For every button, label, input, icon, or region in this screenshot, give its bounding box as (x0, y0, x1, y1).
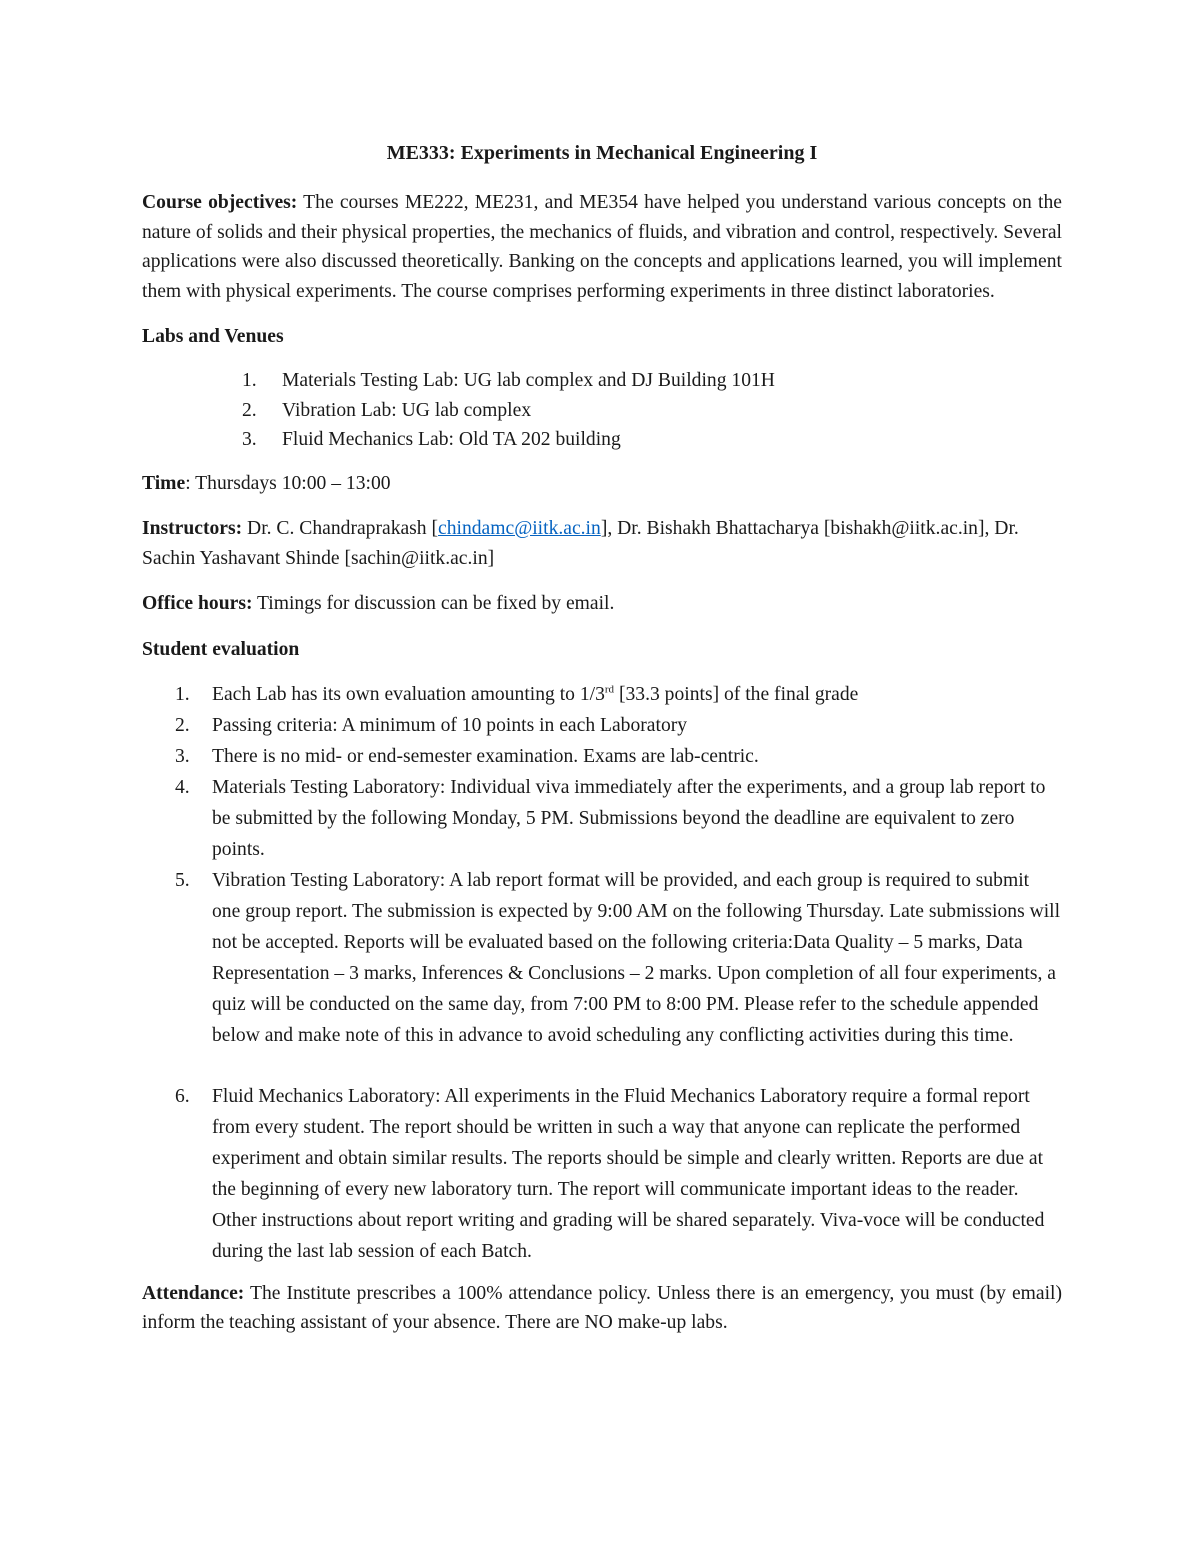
list-item-text: Each Lab has its own evaluation amounting to 1/3 (212, 683, 605, 705)
instructors-text-pre: Dr. C. Chandraprakash [ (242, 518, 439, 539)
list-number: 6. (175, 1085, 190, 1107)
list-item-text: Vibration Lab: UG lab complex (282, 399, 532, 421)
labs-heading: Labs and Venues (142, 326, 284, 347)
list-item-text: Fluid Mechanics Laboratory: All experiments in the Fluid Mechanics Laboratory require a formal report from every student. The report should be written in such a way that anyone can replicate the performed experiment and obtain similar results. The reports should be simple and clearly written. Reports are due at the beginning of every new laboratory turn. The report will communicate important ideas to the reader. Other instructions about report writing and grading will be shared separately. Viva-voce will be conducted during the last lab session of each Batch. (212, 1085, 1045, 1262)
course-objectives-text: The courses ME222, ME231, and ME354 have helped you understand various concepts on the nature of solids and their physical properties, the mechanics of fluids, and vibration and control, respectively. Several applications were also discussed theoretically. Banking on the concepts and applications learned, you will implement them with physical experiments. The course comprises performing experiments in three distinct laboratories. (142, 192, 1062, 302)
attendance-paragraph (142, 1279, 1062, 1338)
list-item-text: Vibration Testing Laboratory: A lab report format will be provided, and each group is required to submit one group report. The submission is expected by 9:00 AM on the following Thursday. Late submissions will not be accepted. Reports will be evaluated based on the following criteria:Data Quality – 5 marks, Data Representation – 3 marks, Inferences & Conclusions – 2 marks. Upon completion of all four experiments, a quiz will be conducted on the same day, from 7:00 PM to 8:00 PM. Please refer to the schedule appended below and make note of this in advance to avoid scheduling any conflicting activities during this time. (212, 869, 1061, 1046)
list-item (142, 425, 1062, 455)
list-item-text: Materials Testing Laboratory: Individual viva immediately after the experiments, and a group lab report to be submitted by the following Monday, 5 PM. Submissions beyond the deadline are equivalent to zero points. (212, 776, 1046, 860)
list-item-text: Fluid Mechanics Lab: Old TA 202 building (282, 429, 621, 450)
instructors-section (142, 514, 1062, 573)
instructors-label: Instructors: (142, 518, 243, 539)
list-number: 3. (175, 745, 190, 767)
list-item-text: Passing criteria: A minimum of 10 points in each Laboratory (212, 714, 688, 736)
list-number: 2. (175, 714, 190, 736)
time-label: Time (142, 472, 186, 494)
labs-list (142, 366, 1062, 455)
document-page (142, 138, 1062, 1354)
list-item-text: There is no mid- or end-semester examination. Exams are lab-centric. (212, 745, 759, 767)
time-section (142, 469, 1062, 499)
list-number: 2. (242, 399, 257, 421)
list-number: 3. (242, 429, 257, 450)
instructors-paragraph (142, 514, 1062, 573)
list-item-text: [33.3 points] of the final grade (614, 683, 859, 705)
attendance-section (142, 1279, 1062, 1338)
list-number: 1. (242, 370, 257, 391)
list-item (142, 865, 1062, 1051)
list-item-text: Materials Testing Lab: UG lab complex and DJ Building 101H (282, 370, 775, 391)
office-hours-text: Timings for discussion can be fixed by email. (252, 593, 615, 614)
list-item (142, 366, 1062, 396)
list-item (142, 1081, 1062, 1267)
course-objectives-paragraph (142, 188, 1062, 306)
list-item (142, 710, 1062, 741)
list-number: 4. (175, 776, 190, 798)
course-objectives-label: Course objectives: (142, 192, 298, 213)
office-hours-label: Office hours: (142, 593, 253, 614)
list-number: 5. (175, 869, 190, 891)
document-title: ME333: Experiments in Mechanical Engineering I (386, 142, 818, 164)
office-hours-section (142, 589, 1062, 619)
time-paragraph (142, 469, 1062, 499)
superscript: rd (604, 682, 615, 695)
list-item (142, 396, 1062, 426)
list-item (142, 679, 1062, 710)
attendance-label: Attendance: (142, 1282, 245, 1304)
evaluation-list (142, 679, 1062, 1267)
time-text: : Thursdays 10:00 – 13:00 (185, 472, 391, 494)
instructors-text-post: ], Dr. Bishakh Bhattacharya [bishakh@iitk.ac.in], Dr. Sachin Yashavant Shinde [sachin@iitk.ac.in] (142, 518, 1019, 569)
course-objectives-section (142, 188, 1062, 306)
attendance-text: The Institute prescribes a 100% attendance policy. Unless there is an emergency, you must (by email) inform the teaching assistant of your absence. There are NO make-up labs. (142, 1282, 1062, 1333)
instructor-email-link[interactable]: chindamc@iitk.ac.in (438, 518, 601, 539)
list-item (142, 772, 1062, 865)
list-number: 1. (175, 683, 190, 705)
evaluation-heading: Student evaluation (142, 638, 300, 660)
list-item (142, 741, 1062, 772)
office-hours-paragraph (142, 589, 1062, 619)
